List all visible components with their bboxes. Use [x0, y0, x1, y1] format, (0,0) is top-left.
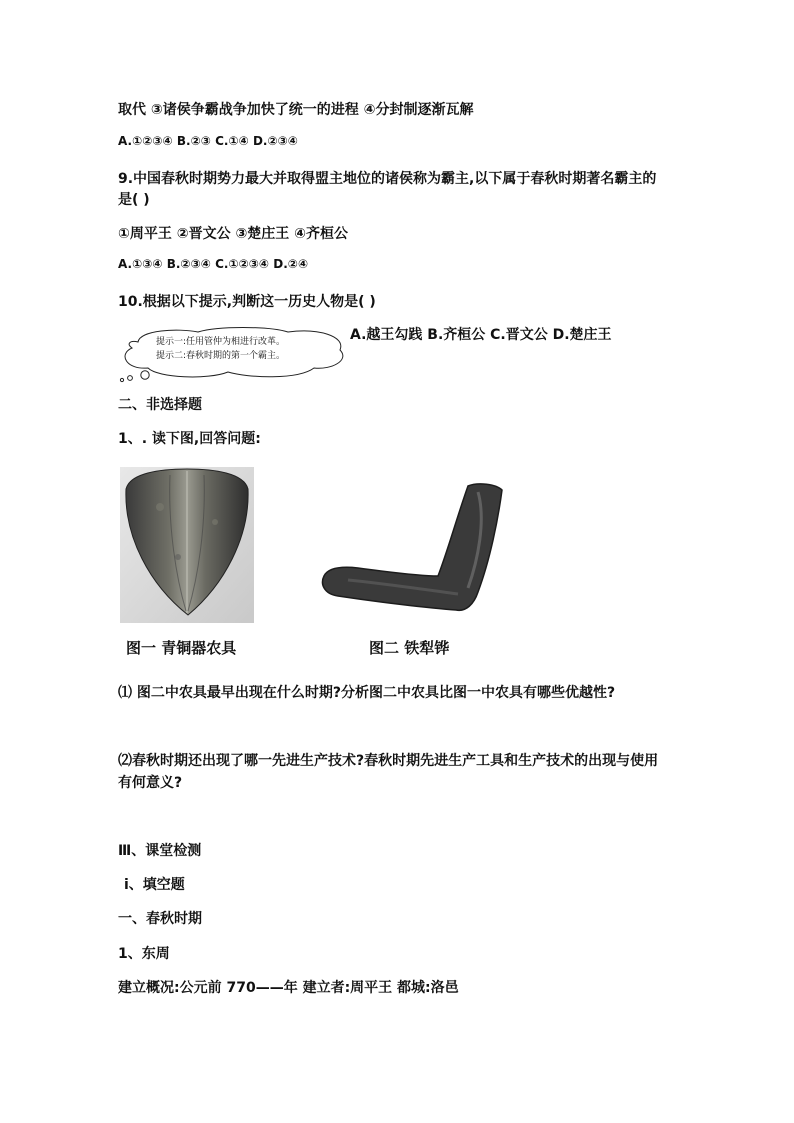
figure-1-caption: 图一 青铜器农具 [126, 639, 237, 657]
answer-choices-9: A.①③④ B.②③④ C.①②③④ D.②④ [118, 257, 309, 271]
dongzhou-heading: 1、东周 [118, 946, 170, 962]
question-10-options: A.越王勾践 B.齐桓公 C.晋文公 D.楚庄王 [350, 327, 612, 343]
question-9-options: ①周平王 ②晋文公 ③楚庄王 ④齐桓公 [118, 226, 349, 242]
hint-2: 提示二:春秋时期的第一个霸主。 [156, 351, 286, 361]
question-9-text-cont: 是( ) [118, 192, 150, 208]
answer-choices-8: A.①②③④ B.②③ C.①④ D.②③④ [118, 134, 298, 148]
section-2-heading: 二、非选择题 [118, 397, 202, 413]
hint-1: 提示一:任用管仲为相进行改革。 [156, 337, 286, 347]
section-3-heading: Ⅲ、课堂检测 [118, 843, 202, 859]
bronze-tool-image [120, 467, 254, 623]
question-9-text: 9.中国春秋时期势力最大并取得盟主地位的诸侯称为霸主,以下属于春秋时期著名霸主的 [118, 171, 657, 187]
sub-question-2-cont: 有何意义? [118, 775, 183, 791]
sub-question-2: ⑵春秋时期还出现了哪一先进生产技术?春秋时期先进生产工具和生产技术的出现与使用 [118, 753, 659, 769]
line-options-continued: 取代 ③诸侯争霸战争加快了统一的进程 ④分封制逐渐瓦解 [118, 102, 474, 118]
iron-plough-image [318, 480, 504, 616]
question-10-text: 10.根据以下提示,判断这一历史人物是( ) [118, 294, 376, 310]
hint-thought-bubble [118, 326, 350, 384]
sub-question-1: ⑴ 图二中农具最早出现在什么时期?分析图二中农具比图一中农具有哪些优越性? [118, 685, 616, 701]
dongzhou-details: 建立概况:公元前 770——年 建立者:周平王 都城:洛邑 [118, 980, 459, 996]
fill-in-heading: ⅰ、填空题 [124, 877, 185, 893]
chunqiu-heading: 一、春秋时期 [118, 911, 202, 927]
question-1-text: 1、. 读下图,回答问题: [118, 431, 261, 447]
figure-2-caption: 图二 铁犁铧 [369, 639, 450, 657]
